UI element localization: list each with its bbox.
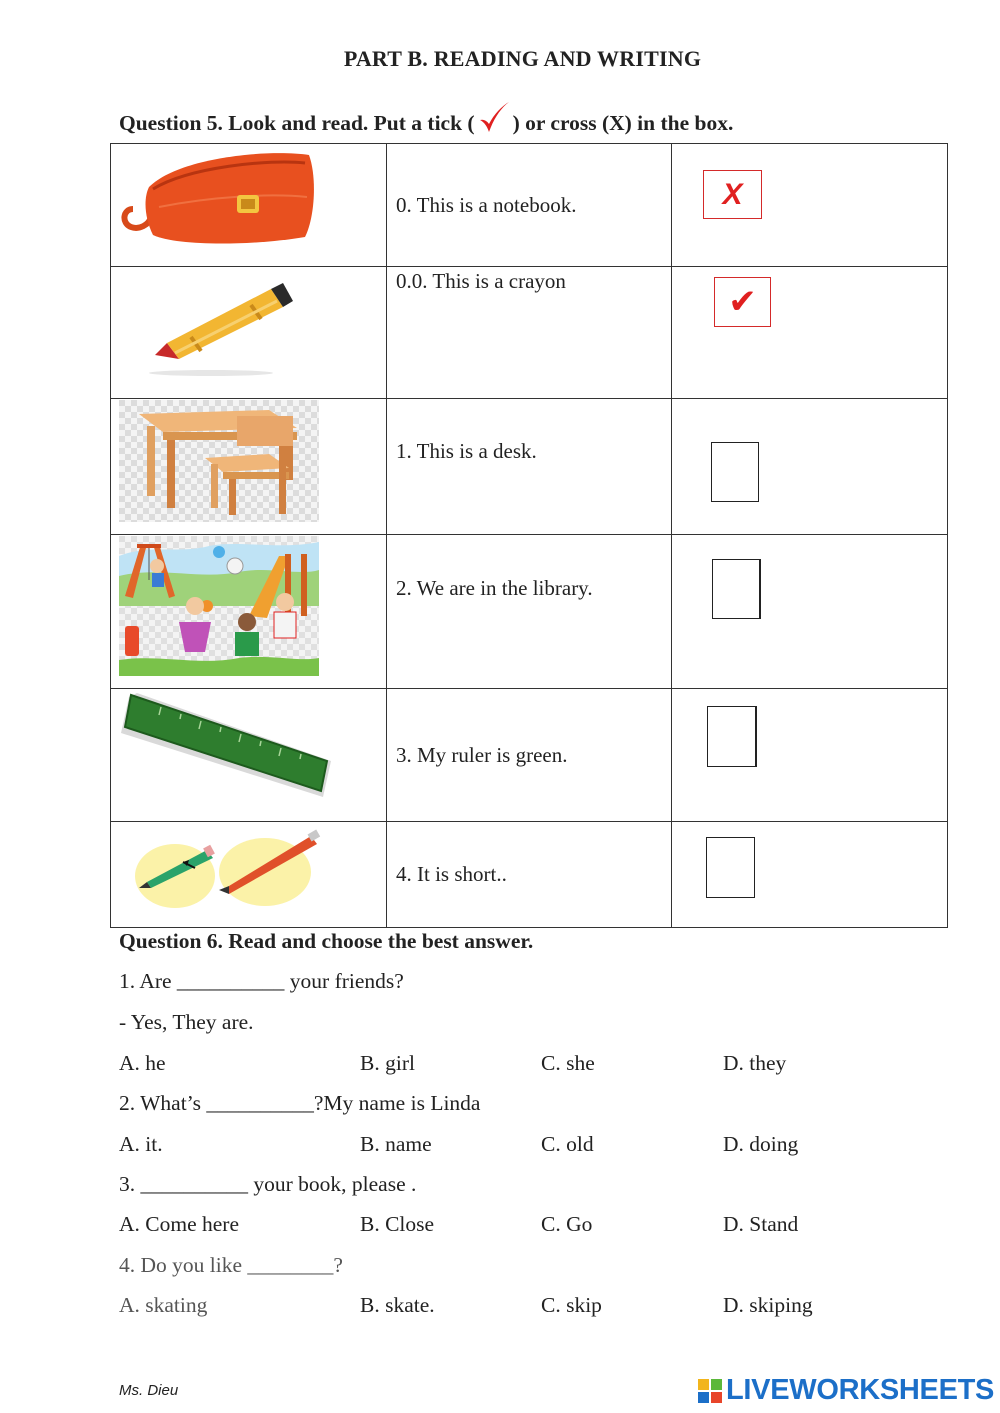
question-5-suffix: ) or cross (X) in the box. (512, 111, 734, 135)
option-a[interactable]: A. he (119, 1051, 166, 1075)
table-row (111, 535, 948, 689)
page-title: PART B. READING AND WRITING (343, 46, 702, 71)
sentence-cell: 3. My ruler is green. (387, 689, 672, 822)
question-6-heading: Question 6. Read and choose the best answer. (119, 929, 534, 953)
sentence-cell: 0. This is a notebook. (387, 144, 672, 267)
table-row (111, 822, 948, 928)
brand-text: LIVEWORKSHEETS (726, 1374, 995, 1406)
answer-box[interactable] (712, 559, 761, 619)
brand-logo (698, 1374, 994, 1407)
question-5-prefix: Question 5. Look and read. Put a tick ( (119, 111, 475, 135)
author-footer: Ms. Dieu (119, 1382, 179, 1399)
answer-line: - Yes, They are. (119, 1010, 254, 1034)
table-row (111, 144, 948, 267)
answer-box[interactable] (706, 837, 755, 898)
tick-mark: ✔ (728, 283, 757, 321)
option-b[interactable]: B. Close (360, 1212, 435, 1236)
option-d[interactable]: D. they (723, 1051, 787, 1075)
answer-cell (672, 399, 948, 535)
option-d[interactable]: D. doing (723, 1132, 799, 1156)
liveworksheets-icon (698, 1379, 722, 1403)
answer-box[interactable] (703, 170, 762, 219)
tick-icon (477, 100, 511, 142)
sentence-cell: 1. This is a desk. (387, 399, 672, 535)
playground-image (119, 536, 319, 676)
table-row (111, 267, 948, 399)
option-d[interactable]: D. Stand (723, 1212, 799, 1236)
question-line: 1. Are __________ your friends? (119, 969, 404, 993)
image-cell (111, 535, 387, 689)
option-b[interactable]: B. skate. (360, 1293, 435, 1317)
answer-box[interactable] (714, 277, 771, 327)
table-row (111, 689, 948, 822)
option-a[interactable]: A. Come here (119, 1212, 240, 1236)
answer-box[interactable] (707, 706, 757, 767)
image-cell (111, 144, 387, 267)
image-cell (111, 267, 387, 399)
question-5-heading (119, 100, 733, 142)
option-a[interactable]: A. it. (119, 1132, 163, 1156)
image-cell (111, 689, 387, 822)
desk-image (119, 400, 319, 522)
question-line: 4. Do you like ________? (119, 1253, 343, 1277)
table-row (111, 399, 948, 535)
pencil-case-image (119, 147, 319, 247)
answer-cell (672, 822, 948, 928)
answer-cell (672, 535, 948, 689)
answer-box[interactable] (711, 442, 759, 502)
option-d[interactable]: D. skiping (723, 1293, 813, 1317)
image-cell (111, 822, 387, 928)
cross-mark: X (722, 177, 743, 211)
option-b[interactable]: B. girl (360, 1051, 415, 1075)
option-c[interactable]: C. skip (541, 1293, 602, 1317)
question-line: 2. What’s __________?My name is Linda (119, 1091, 481, 1115)
sentence-cell: 2. We are in the library. (387, 535, 672, 689)
option-a[interactable]: A. skating (119, 1293, 208, 1317)
answer-cell (672, 267, 948, 399)
option-c[interactable]: C. Go (541, 1212, 593, 1236)
option-c[interactable]: C. she (541, 1051, 595, 1075)
question-line: 3. __________ your book, please . (119, 1172, 417, 1196)
tick-cross-table (110, 143, 948, 928)
crayon-image (131, 277, 331, 387)
sentence-cell: 0.0. This is a crayon (387, 267, 672, 399)
sentence-cell: 4. It is short.. (387, 822, 672, 928)
image-cell (111, 399, 387, 535)
option-c[interactable]: C. old (541, 1132, 594, 1156)
ruler-image (121, 691, 331, 803)
option-b[interactable]: B. name (360, 1132, 432, 1156)
answer-cell (672, 689, 948, 822)
answer-cell (672, 144, 948, 267)
pencils-image (125, 828, 325, 918)
